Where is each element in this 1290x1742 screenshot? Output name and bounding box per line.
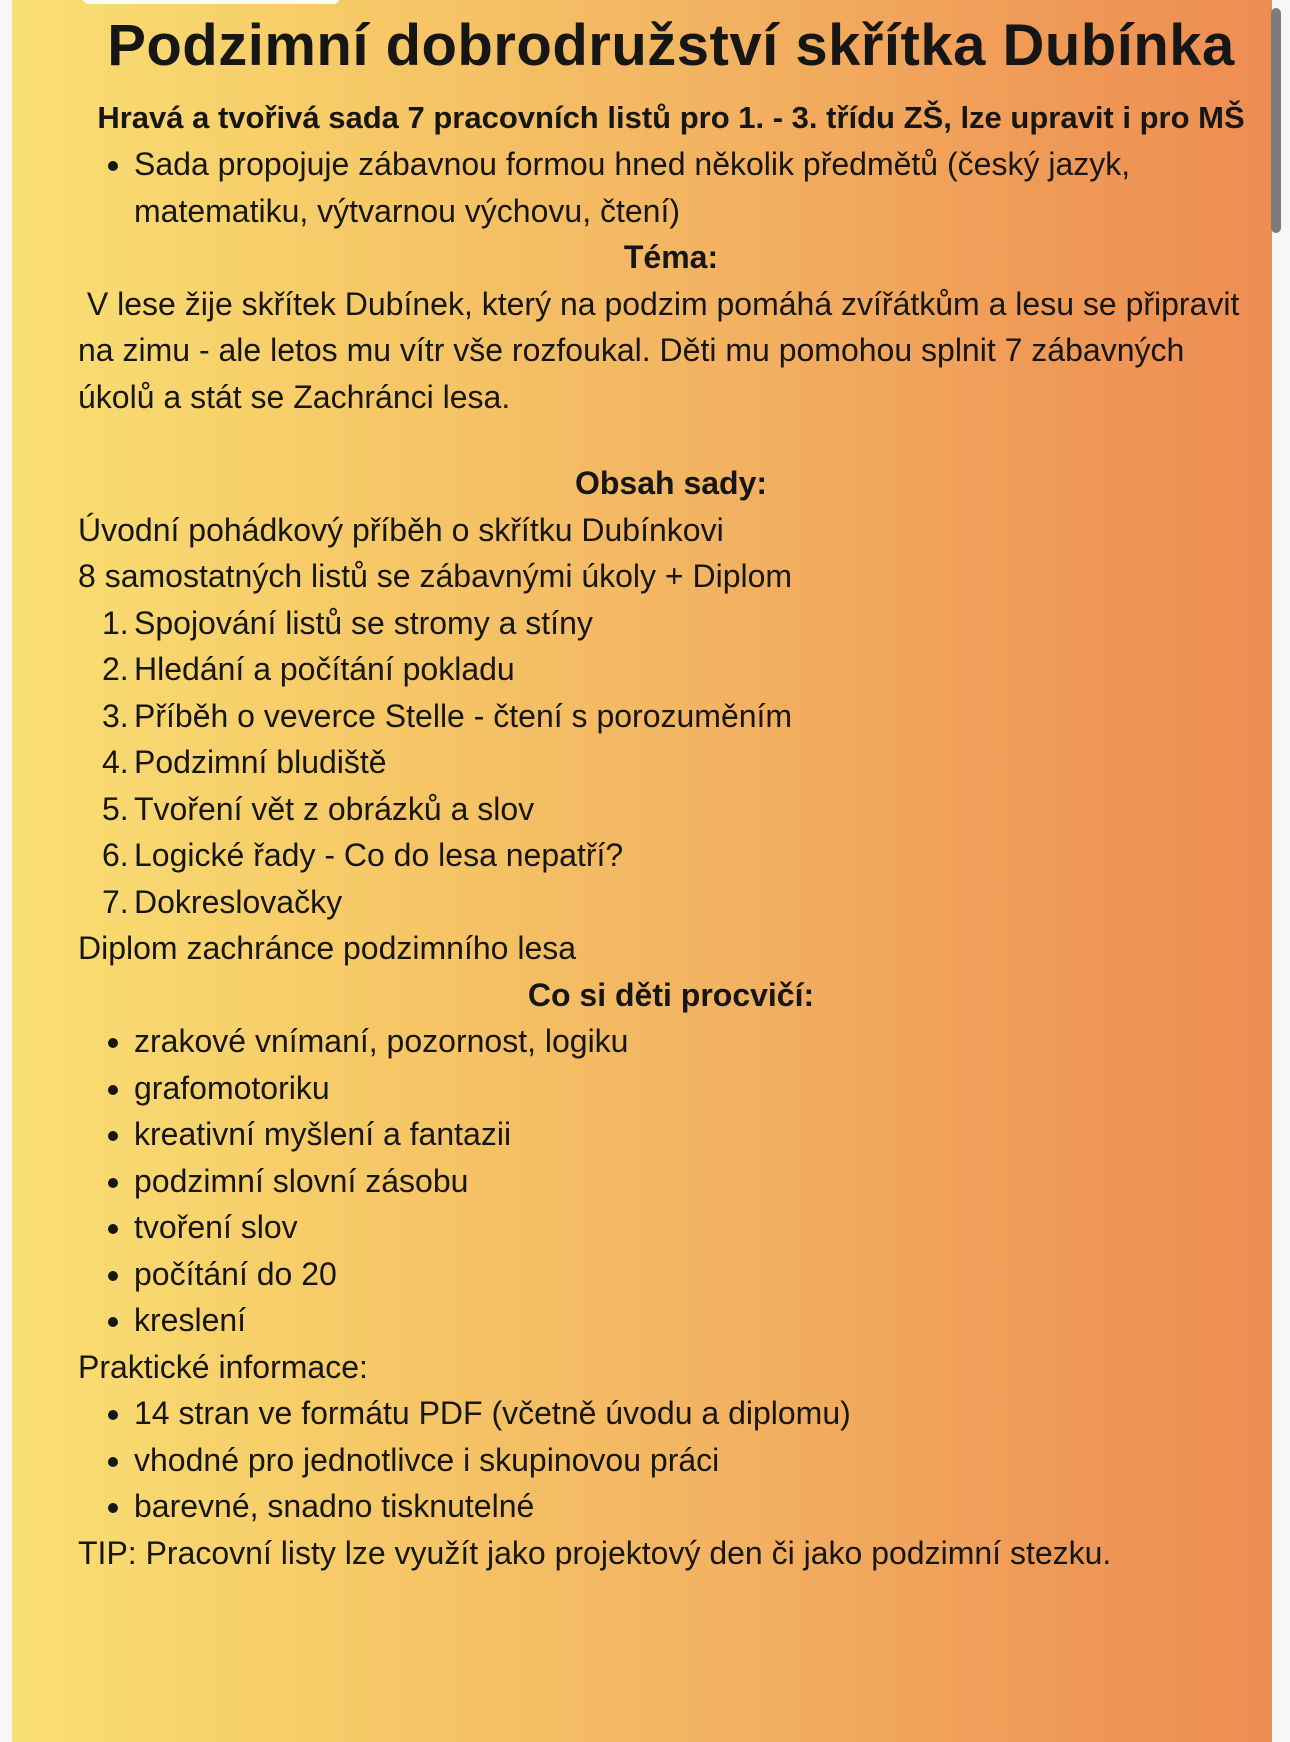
task-item <box>102 786 1264 833</box>
task-text: Logické řady - Co do lesa nepatří? <box>134 837 624 873</box>
task-item <box>102 832 1264 879</box>
theme-text: V lese žije skřítek Dubínek, který na podzim pomáhá zvířátkům a lesu se připravit na zimu - ale letos mu vítr vše rozfoukal. Děti mu pomohou splnit 7 zábavných úkolů a stát se Zachránci lesa. <box>78 285 1249 415</box>
practical-item: • barevné, snadno tisknutelné <box>134 1483 1264 1530</box>
task-item <box>102 600 1264 647</box>
page-title: Podzimní dobrodružství skřítka Dubínka <box>107 13 1235 78</box>
task-item <box>102 693 1264 740</box>
task-number: 3. <box>102 697 129 734</box>
skills-heading: Co si děti procvičí: <box>527 976 815 1013</box>
skills-list <box>78 1018 1264 1344</box>
task-item <box>102 739 1264 786</box>
task-number: 5. <box>102 790 129 827</box>
contents-line: Úvodní pohádkový příběh o skřítku Dubínkovi <box>78 511 724 548</box>
task-number: 6. <box>102 837 129 873</box>
scrollbar[interactable] <box>1271 8 1281 233</box>
theme-heading: Téma: <box>623 239 719 275</box>
skill-item: • podzimní slovní zásobu <box>134 1158 1264 1205</box>
task-text: Dokreslovačky <box>134 883 343 920</box>
practical-item: • vhodné pro jednotlivce i skupinovou práci <box>134 1437 1264 1484</box>
skill-item: • kreslení <box>134 1297 1264 1344</box>
task-text: Tvoření vět z obrázků a slov <box>134 790 535 827</box>
skill-item: • zrakové vnímaní, pozornost, logiku <box>134 1018 1264 1065</box>
task-number: 2. <box>102 651 129 687</box>
task-list <box>78 600 1264 926</box>
intro-list <box>78 141 1264 234</box>
tip-text: TIP: Pracovní listy lze využít jako projektový den či jako podzimní stezku. <box>78 1534 1112 1571</box>
task-text: Příběh o veverce Stelle - čtení s porozuměním <box>134 697 793 734</box>
task-number: 1. <box>102 604 129 641</box>
diploma-line: Diplom zachránce podzimního lesa <box>78 930 577 966</box>
intro-item: • Sada propojuje zábavnou formou hned několik předmětů (český jazyk, matematiku, výtvarnou výchovu, čtení) <box>134 141 1264 234</box>
section-spacer <box>78 420 1264 460</box>
skill-item: • počítání do 20 <box>134 1251 1264 1298</box>
practical-list <box>78 1390 1264 1530</box>
task-text: Spojování listů se stromy a stíny <box>134 604 593 641</box>
task-number: 7. <box>102 883 129 920</box>
skill-item: • tvoření slov <box>134 1204 1264 1251</box>
document-body <box>78 0 1264 1576</box>
practical-item: • 14 stran ve formátu PDF (včetně úvodu a diplomu) <box>134 1390 1264 1437</box>
practical-heading: Praktické informace: <box>78 1348 368 1385</box>
task-item <box>102 879 1264 926</box>
contents-line: 8 samostatných listů se zábavnými úkoly + Diplom <box>78 558 793 594</box>
page-subtitle: Hravá a tvořivá sada 7 pracovních listů pro 1. - 3. třídu ZŠ, lze upravit i pro MŠ <box>97 100 1245 135</box>
task-item <box>102 646 1264 693</box>
contents-heading: Obsah sady: <box>574 465 768 501</box>
skill-item: • kreativní myšlení a fantazii <box>134 1111 1264 1158</box>
task-number: 4. <box>102 744 129 780</box>
content-panel[interactable] <box>12 0 1272 1742</box>
skill-item: • grafomotoriku <box>134 1065 1264 1112</box>
task-text: Hledání a počítání pokladu <box>134 651 515 687</box>
task-text: Podzimní bludiště <box>134 744 387 780</box>
